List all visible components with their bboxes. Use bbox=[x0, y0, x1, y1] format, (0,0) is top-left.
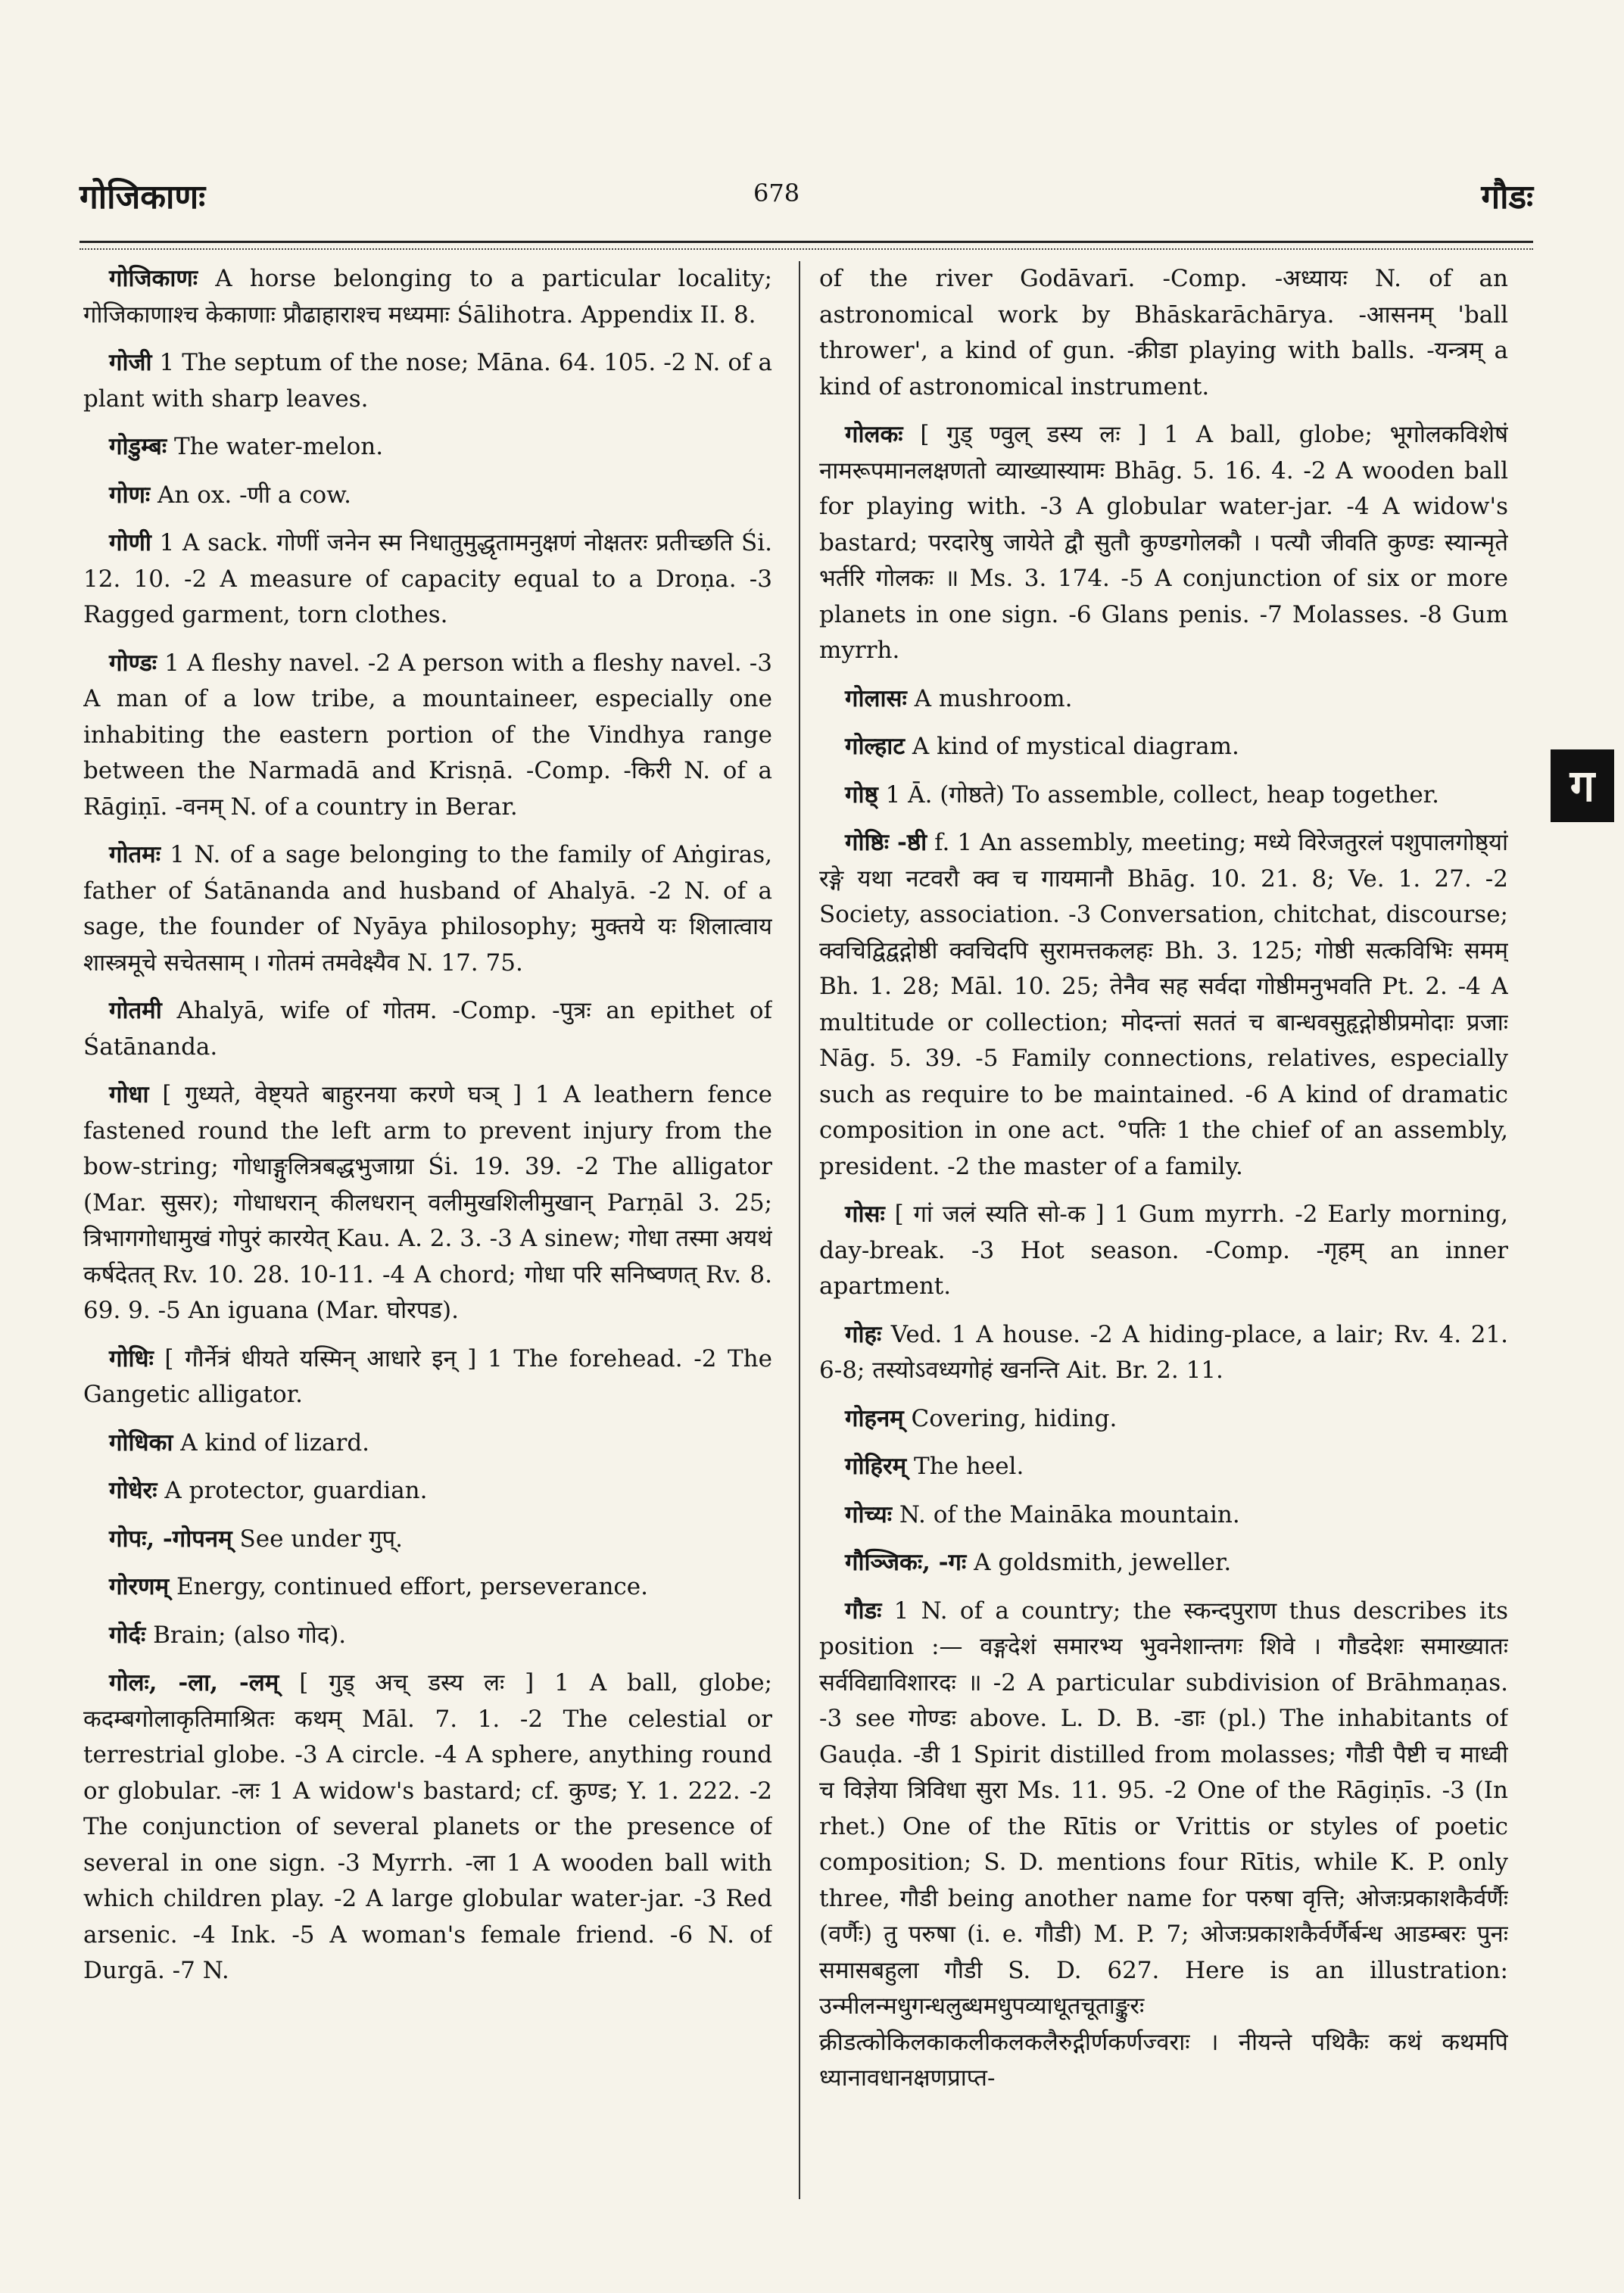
page-number: 678 bbox=[753, 179, 800, 207]
entry-headword: गोलासः bbox=[845, 684, 907, 712]
dictionary-entry bbox=[819, 261, 1508, 405]
dictionary-entry bbox=[83, 837, 772, 981]
dictionary-entry bbox=[83, 429, 772, 466]
entry-headword: गोहनम् bbox=[845, 1404, 904, 1432]
entry-headword: गोधिका bbox=[109, 1428, 173, 1456]
dictionary-entry bbox=[819, 681, 1508, 718]
dictionary-entry bbox=[83, 1341, 772, 1413]
dictionary-entry bbox=[83, 1569, 772, 1606]
page-header bbox=[79, 173, 1533, 218]
entry-definition: 1 A sack. गोणीं जनेन स्म निधातुमुद्धृतामनुक्षणं नोक्षतरः प्रतीच्छति Śi. 12. 10. -2 A measure of capacity equal to a Droṇa. -3 Ragged garment, torn clothes. bbox=[83, 529, 772, 628]
dictionary-entry bbox=[83, 1077, 772, 1329]
entry-definition: Brain; (also गोद). bbox=[145, 1621, 347, 1649]
dictionary-entry bbox=[83, 1665, 772, 1989]
entry-definition: 1 Ā. (गोष्ठते) To assemble, collect, heap together. bbox=[877, 780, 1439, 808]
entry-headword: गोल्हाट bbox=[845, 733, 905, 760]
dictionary-entry bbox=[819, 1545, 1508, 1581]
dictionary-entry bbox=[83, 1425, 772, 1462]
entry-definition: A kind of mystical diagram. bbox=[904, 733, 1239, 760]
entry-headword: गोलः, -ला, -लम् bbox=[109, 1669, 279, 1696]
column-divider bbox=[799, 261, 800, 2199]
entry-headword: गोणः bbox=[109, 481, 151, 509]
entry-headword: गोतमी bbox=[109, 997, 162, 1024]
header-dotted-rule bbox=[79, 248, 1533, 250]
entry-headword: गोणी bbox=[109, 529, 151, 556]
entry-headword: गोहः bbox=[845, 1320, 882, 1348]
right-column bbox=[819, 261, 1508, 2199]
entry-headword: गोरणम् bbox=[109, 1573, 170, 1600]
entry-definition: 1 N. of a sage belonging to the family of Aṅgiras, father of Śatānanda and husband of Ahalyā. -2 N. of a sage, the founder of Nyāya philosophy; मुक्तये यः शिलात्वाय शास्त्रमूचे सचेतसाम् । गोतमं तमवेक्ष्यैव N. 17. 75. bbox=[83, 841, 772, 977]
dictionary-entry bbox=[819, 1401, 1508, 1438]
entry-definition: [ गुड् ण्वुल् डस्य लः ] 1 A ball, globe; भूगोलकविशेषं नामरूपमानलक्षणतो व्याख्यास्यामः Bhāg. 5. 16. 4. -2 A wooden ball for playing with. -3 A globular water-jar. -4 A widow's bastard; परदारेषु जायेते द्वौ सुतौ कुण्डगोलकौ । पत्यौ जीवति कुण्डः स्यान्मृते भर्तरि गोलकः ॥ Ms. 3. 174. -5 A conjunction of six or more planets in one sign. -6 Glans penis. -7 Molasses. -8 Gum myrrh. bbox=[819, 421, 1508, 664]
entry-headword: गोण्डः bbox=[109, 649, 157, 677]
dictionary-entry bbox=[819, 1497, 1508, 1534]
thumb-index-tab: ग bbox=[1551, 749, 1614, 822]
entry-headword: गौडः bbox=[845, 1597, 882, 1625]
entry-definition: The heel. bbox=[906, 1453, 1024, 1480]
entry-headword: गोतमः bbox=[109, 841, 161, 868]
entry-headword: गोष्ठ् bbox=[845, 780, 878, 808]
dictionary-entry bbox=[819, 1197, 1508, 1305]
dictionary-entry bbox=[83, 525, 772, 634]
entry-headword: गोच्यः bbox=[845, 1500, 892, 1528]
dictionary-entry bbox=[819, 1449, 1508, 1485]
entry-definition: [ गुड् अच् डस्य लः ] 1 A ball, globe; कदम्बगोलाकृतिमाश्रितः कथम् Māl. 7. 1. -2 The celestial or terrestrial globe. -3 A circle. -4 A sphere, anything round or globular. -लः 1 A widow's bastard; cf. कुण्ड; Y. 1. 222. -2 The conjunction of several planets or the presence of several in one sign. -3 Myrrh. -ला 1 A wooden ball with which children play. -2 A large globular water-jar. -3 Red arsenic. -4 Ink. -5 A woman's female friend. -6 N. of Durgā. -7 N. bbox=[83, 1669, 772, 1984]
entry-headword: गौञ्जिकः, -गः bbox=[845, 1549, 967, 1576]
right-guide-word: गौडः bbox=[1481, 178, 1533, 217]
entry-headword: गोजिकाणः bbox=[109, 265, 198, 292]
header-rule bbox=[79, 241, 1533, 243]
dictionary-entry bbox=[819, 777, 1508, 814]
dictionary-entry bbox=[819, 1594, 1508, 2097]
dictionary-entry bbox=[83, 478, 772, 514]
dictionary-entry bbox=[83, 1473, 772, 1509]
entry-headword: गोष्ठिः -ष्ठी bbox=[845, 829, 927, 856]
entry-definition: Ahalyā, wife of गोतम. -Comp. -पुत्रः an epithet of Śatānanda. bbox=[83, 997, 772, 1061]
entry-definition: A mushroom. bbox=[906, 684, 1073, 712]
entry-definition: A protector, guardian. bbox=[157, 1477, 428, 1504]
entry-definition: [ गुध्यते, वेष्ट्यते बाहुरनया करणे घञ् ] 1 A leathern fence fastened round the left arm to prevent injury from the bow-string; गोधाङ्गुलित्रबद्धभुजाग्रा Śi. 19. 39. -2 The alligator (Mar. सुसर); गोधाधरान् कीलधरान् वलीमुखशिलीमुखान् Parṇāl 3. 25; त्रिभागगोधामुखं गोपुरं कारयेत् Kau. A. 2. 3. -3 A sinew; गोधा तस्मा अयथं कर्षदेतत् Rv. 10. 28. 10-11. -4 A chord; गोधा परि सनिष्वणत् Rv. 8. 69. 9. -5 An iguana (Mar. घोरपड). bbox=[83, 1081, 772, 1324]
dictionary-entry bbox=[83, 345, 772, 417]
entry-headword: गोर्दः bbox=[109, 1621, 146, 1649]
entry-definition: [ गां जलं स्यति सो-क ] 1 Gum myrrh. -2 Early morning, day-break. -3 Hot season. -Comp. -गृहम् an inner apartment. bbox=[819, 1201, 1508, 1300]
entry-definition: 1 A fleshy navel. -2 A person with a fleshy navel. -3 A man of a low tribe, a mountaineer, especially one inhabiting the eastern portion of the Vindhya range between the Narmadā and Krisṇā. -Comp. -किरी N. of a Rāgiṇī. -वनम् N. of a country in Berar. bbox=[83, 649, 772, 821]
entry-headword: गोधेरः bbox=[109, 1477, 157, 1504]
entry-definition: 1 The septum of the nose; Māna. 64. 105. -2 N. of a plant with sharp leaves. bbox=[83, 349, 772, 413]
entry-headword: गोधा bbox=[109, 1081, 149, 1108]
entry-headword: गोलकः bbox=[845, 421, 903, 448]
entry-definition: Ved. 1 A house. -2 A hiding-place, a lair; Rv. 4. 21. 6-8; तस्योऽवध्यगोहं खनन्ति Ait. Br. 2. 11. bbox=[819, 1320, 1508, 1384]
dictionary-entry bbox=[819, 825, 1508, 1185]
entry-headword: गोहिरम् bbox=[845, 1453, 907, 1480]
entry-headword: गोडुम्बः bbox=[109, 433, 167, 460]
entry-definition: Energy, continued effort, perseverance. bbox=[169, 1573, 648, 1600]
dictionary-entry bbox=[83, 993, 772, 1065]
left-guide-word: गोजिकाणः bbox=[79, 178, 206, 217]
dictionary-entry bbox=[83, 646, 772, 826]
entry-definition: Covering, hiding. bbox=[903, 1404, 1117, 1432]
entry-definition: A horse belonging to a particular locality; गोजिकाणाश्च केकाणाः प्रौढाहाराश्च मध्यमाः Śālihotra. Appendix II. 8. bbox=[83, 265, 772, 329]
entry-definition: The water-melon. bbox=[167, 433, 384, 460]
dictionary-entry bbox=[819, 1317, 1508, 1389]
dictionary-entry bbox=[83, 1618, 772, 1654]
entry-definition: f. 1 An assembly, meeting; मध्ये विरेजतुरलं पशुपालगोष्ठ्यां रङ्गे यथा नटवरौ क्व च गायमानौ Bhāg. 10. 21. 8; Ve. 1. 27. -2 Society, association. -3 Conversation, chitchat, discourse; क्वचिद्विद्वद्गोष्ठी क्वचिदपि सुरामत्तकलहः Bh. 3. 125; गोष्ठी सत्कविभिः समम् Bh. 1. 28; Māl. 10. 25; तेनैव सह सर्वदा गोष्ठीमनुभवति Pt. 2. -4 A multitude or collection; मोदन्तां सततं च बान्धवसुहृद्गोष्ठीप्रमोदाः प्रजाः Nāg. 5. 39. -5 Family connections, relatives, especially such as require to be maintained. -6 A kind of dramatic composition in one act. °पतिः 1 the chief of an assembly, president. -2 the master of a family. bbox=[819, 829, 1508, 1180]
entry-headword: गोसः bbox=[845, 1201, 885, 1228]
entry-definition: See under गुप्. bbox=[232, 1525, 403, 1553]
entry-headword: गोधिः bbox=[109, 1344, 154, 1372]
entry-headword: गोजी bbox=[109, 349, 152, 376]
entry-definition: N. of the Maināka mountain. bbox=[892, 1500, 1240, 1528]
entry-definition: of the river Godāvarī. -Comp. -अध्यायः N. of an astronomical work by Bhāskarāchārya. -आसनम् 'ball thrower', a kind of gun. -क्रीडा playing with balls. -यन्त्रम् a kind of astronomical instrument. bbox=[819, 265, 1508, 400]
entry-definition: A goldsmith, jeweller. bbox=[966, 1549, 1232, 1576]
entry-definition: An ox. -णी a cow. bbox=[150, 481, 351, 509]
dictionary-entry bbox=[83, 1522, 772, 1558]
entry-headword: गोपः, -गोपनम् bbox=[109, 1525, 232, 1553]
entry-definition: A kind of lizard. bbox=[173, 1428, 370, 1456]
dictionary-entry bbox=[83, 261, 772, 333]
dictionary-entry bbox=[819, 729, 1508, 765]
left-column bbox=[83, 261, 772, 2199]
dictionary-entry bbox=[819, 417, 1508, 669]
entry-definition: [ गौर्नेत्रं धीयते यस्मिन् आधारे इन् ] 1 The forehead. -2 The Gangetic alligator. bbox=[83, 1344, 772, 1408]
entry-definition: 1 N. of a country; the स्कन्दपुराण thus describes its position :— वङ्गदेशं समारभ्य भुवनेशान्तगः शिवे । गौडदेशः समाख्यातः सर्वविद्याविशारदः ॥ -2 A particular subdivision of Brāhmaṇas. -3 see गोण्डः above. L. D. B. -डाः (pl.) The inhabitants of Gauḍa. -डी 1 Spirit distilled from molasses; गौडी पैष्टी च माध्वी च विज्ञेया त्रिविधा सुरा Ms. 11. 95. -2 One of the Rāgiṇīs. -3 (In rhet.) One of the Rītis or Vrittis or styles of poetic composition; S. D. mentions four Rītis, while K. P. only three, गौडी being another name for परुषा वृत्ति; ओजःप्रकाशकैर्वर्णैः (वर्णैः) तु परुषा (i. e. गौडी) M. P. 7; ओजःप्रकाशकैर्वर्णैर्बन्ध आडम्बरः पुनः समासबहुला गौडी S. D. 627. Here is an illustration: उन्मीलन्मधुगन्धलुब्धमधुपव्याधूतचूताङ्कुरः क्रीडत्कोकिलकाकलीकलकलैरुद्गीर्णकर्णज्वराः । नीयन्ते पथिकैः कथं कथमपि ध्यानावधानक्षणप्राप्त- bbox=[819, 1597, 1508, 2092]
